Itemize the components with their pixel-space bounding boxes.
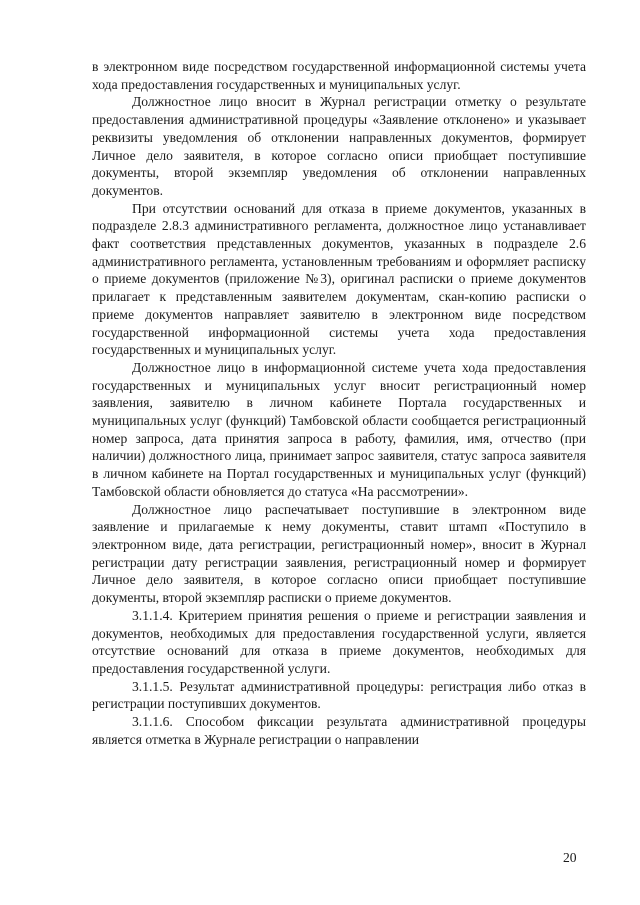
paragraph-3-1-1-4: 3.1.1.4. Критерием принятия решения о приеме и регистрации заявления и документов, необходимых для предоставления государственной услуги, является отсутствие оснований для отказа в приеме документов, необходимых для предоставления государственной услуги. <box>92 607 586 676</box>
paragraph-print-stamp: Должностное лицо распечатывает поступившие в электронном виде заявление и прилагаемые к нему документы, ставит штамп «Поступило в электронном виде, дата регистрации, регистрационный номер», вносит в Журнал регистрации дату регистрации заявления, регистрационный номер и формирует Личное дело заявителя, в которое согласно описи приобщает поступившие документы, второй экземпляр расписки о приеме документов. <box>92 501 586 606</box>
paragraph-registration-number: Должностное лицо в информационной системе учета хода предоставления государственных и муниципальных услуг вносит регистрационный номер заявления, заявителю в личном кабинете Портала государственных и муниципальных услуг (функций) Тамбовской области сообщается регистрационный номер запроса, дата принятия запроса в работу, фамилия, имя, отчество (при наличии) должностного лица, принимает запрос заявителя, статус запроса заявителя в личном кабинете на Портал государственных и муниципальных услуг (функций) Тамбовской области обновляется до статуса «На рассмотрении». <box>92 359 586 499</box>
page-number: 20 <box>563 850 577 865</box>
paragraph-3-1-1-5: 3.1.1.5. Результат административной процедуры: регистрация либо отказ в регистрации поступивших документов. <box>92 678 586 712</box>
paragraph-receipt: При отсутствии оснований для отказа в приеме документов, указанных в подразделе 2.8.3 административного регламента, должностное лицо устанавливает факт соответствия представленных документов, указанных в подразделе 2.6 административного регламента, установленным требованиям и оформляет расписку о приеме документов (приложение №3), оригинал расписки о приеме документов прилагает к представленным заявителем документам, скан-копию расписки о приеме документов направляет заявителю в электронном виде посредством государственной информационной системы учета хода предоставления государственных и муниципальных услуг. <box>92 200 586 358</box>
paragraph-rejection-note: Должностное лицо вносит в Журнал регистрации отметку о результате предоставления административной процедуры «Заявление отклонено» и указывает реквизиты уведомления об отклонении направленных документов, формирует Личное дело заявителя, в которое согласно описи приобщает поступившие документы, второй экземпляр уведомления об отклонении направленных документов. <box>92 94 586 198</box>
document-body <box>92 58 586 748</box>
paragraph-3-1-1-6: 3.1.1.6. Способом фиксации результата административной процедуры является отметка в Журнале регистрации о направлении <box>92 714 586 747</box>
paragraph-continuation: в электронном виде посредством государственной информационной системы учета хода предоставления государственных и муниципальных услуг. <box>92 59 586 92</box>
